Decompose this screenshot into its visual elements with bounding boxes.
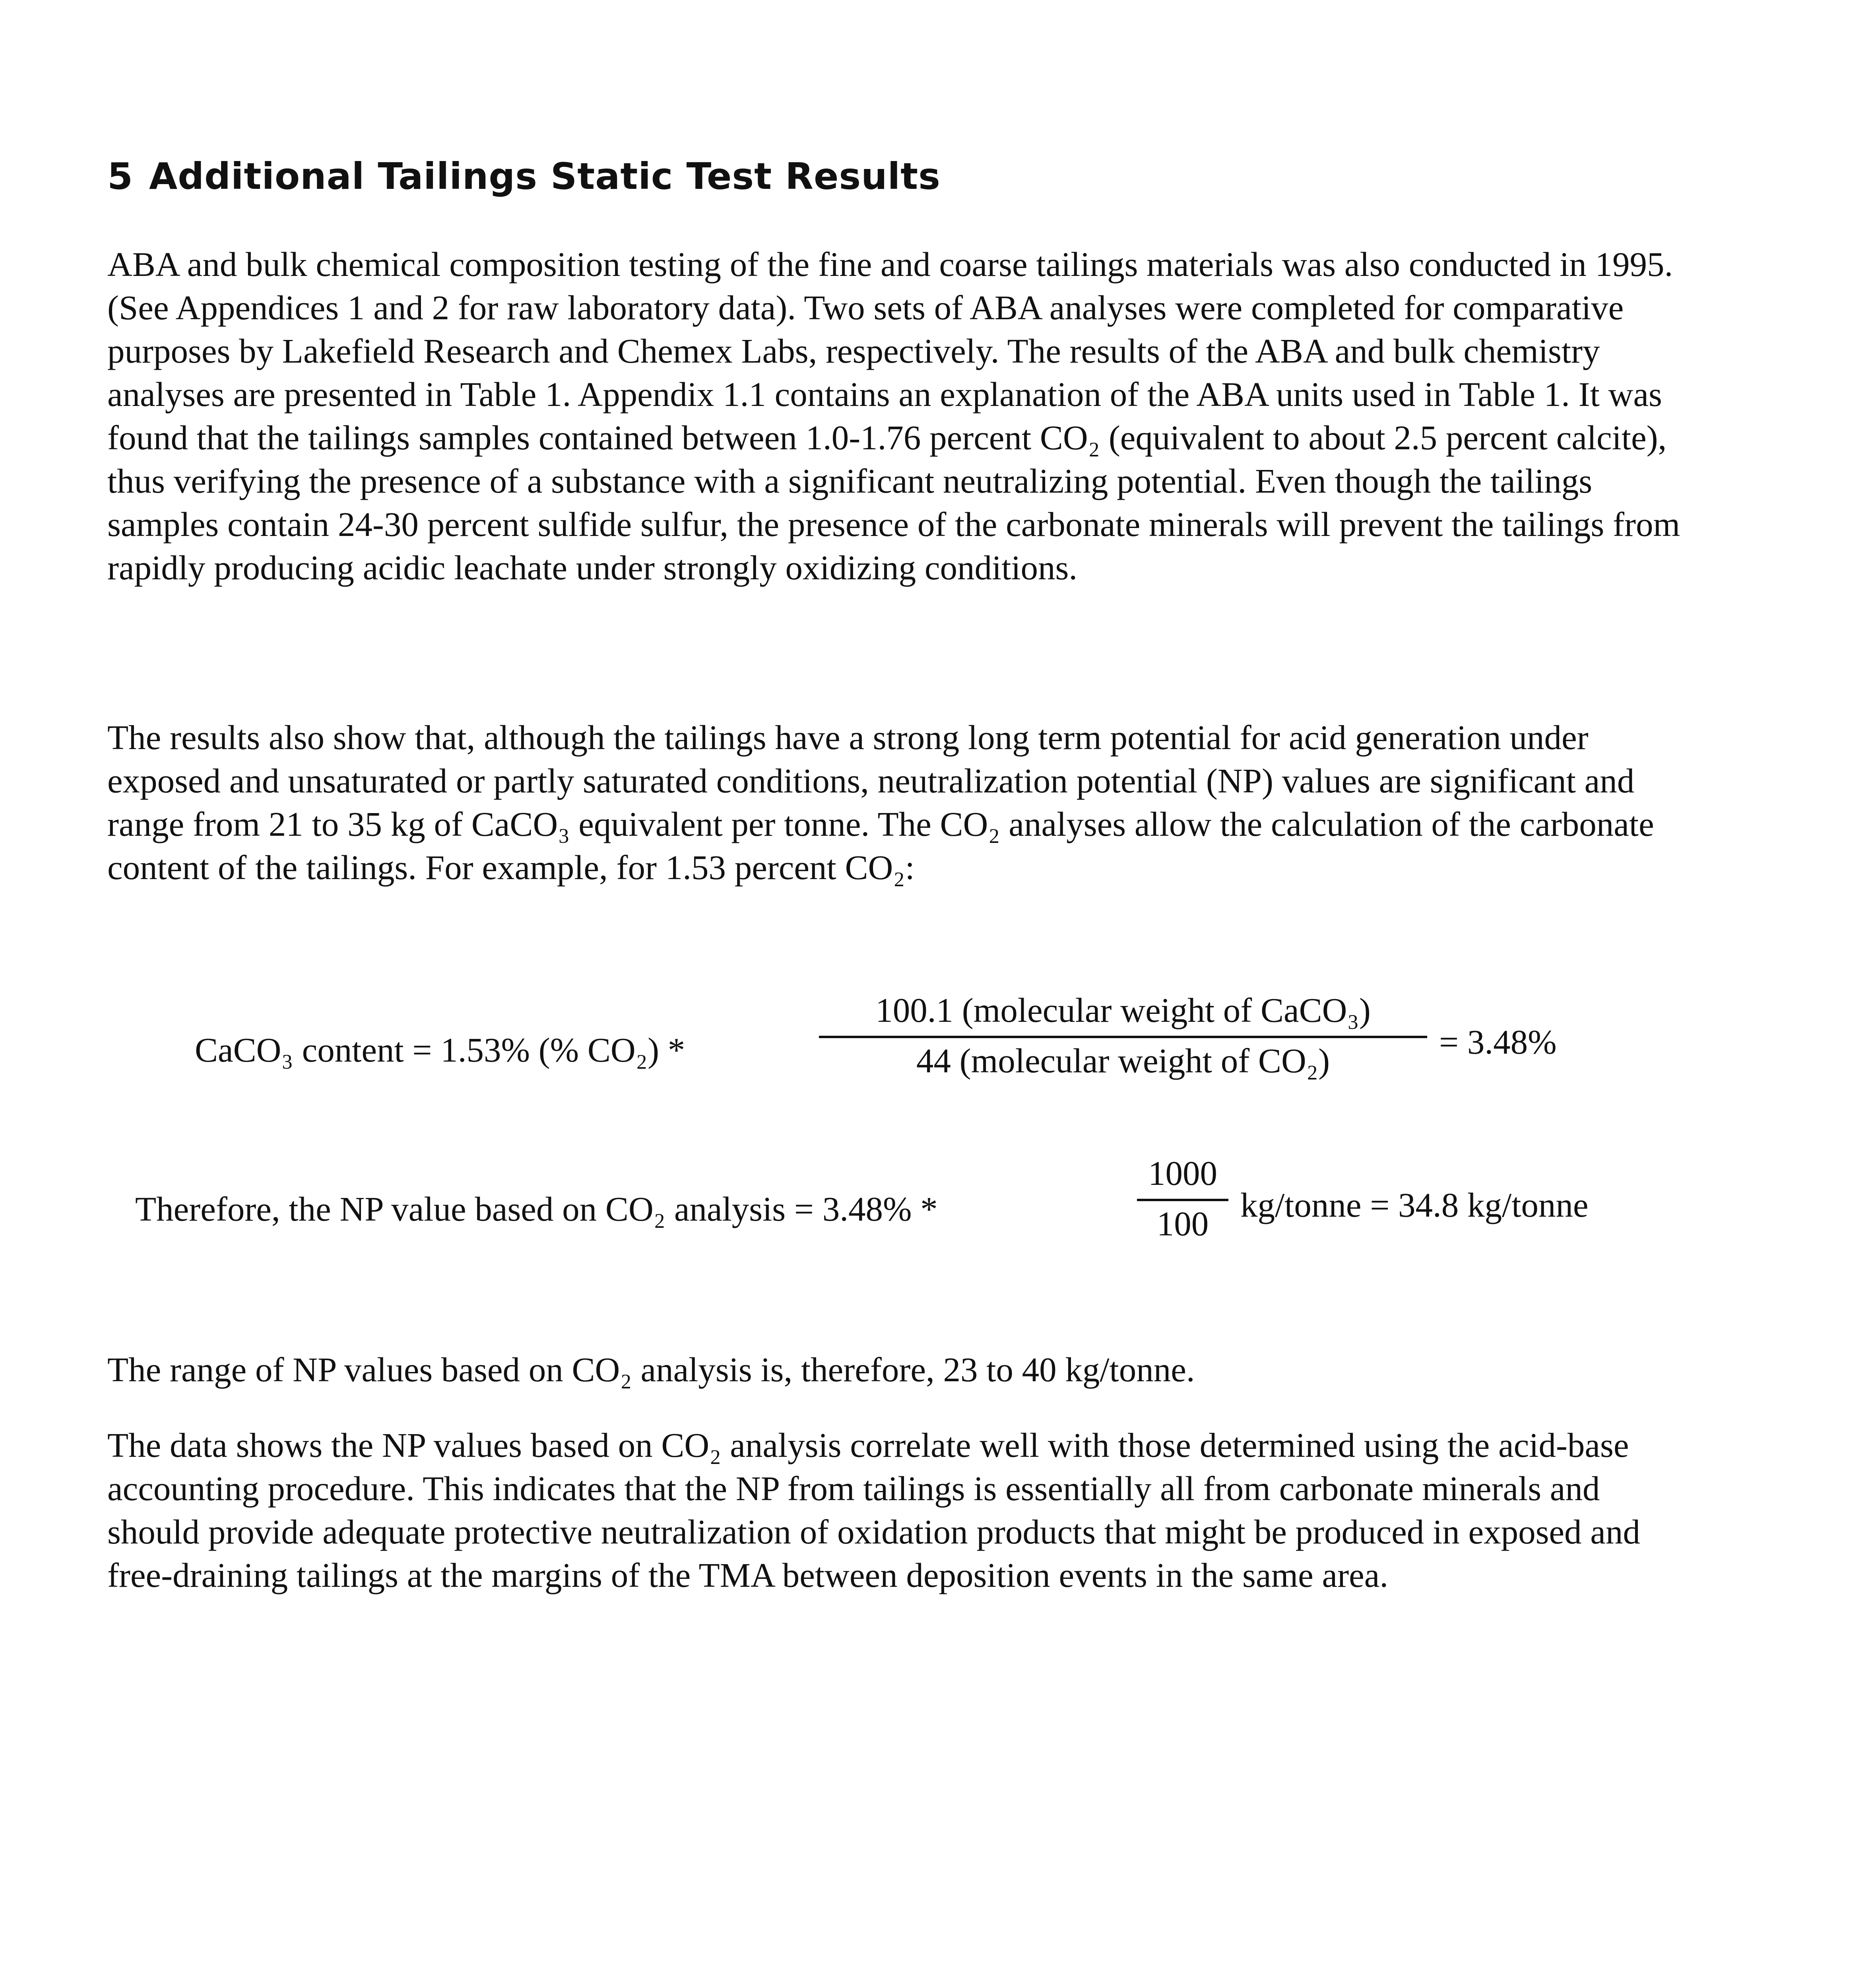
- section-number: 5: [107, 155, 134, 198]
- equation1-fraction: [819, 990, 1427, 1081]
- equation2-rhs: kg/tonne = 34.8 kg/tonne: [1240, 1186, 1589, 1224]
- equation2-fraction: [1137, 1153, 1228, 1244]
- equation1-fraction-bar: [819, 1036, 1427, 1038]
- section-title: Additional Tailings Static Test Results: [149, 155, 941, 198]
- paragraph-aba-testing: ABA and bulk chemical composition testing of the fine and coarse tailings materials was also conducted in 1995. (See Appendices 1 and 2 for raw laboratory data). Two sets of ABA analyses were completed for comparative purposes by Lakefield Research and Chemex Labs, respectively. The results of the ABA and bulk chemistry analyses are presented in Table 1. Appendix 1.1 contains an explanation of the ABA units used in Table 1. It was found that the tailings samples contained between 1.0-1.76 percent CO₂ (equivalent to about 2.5 percent calcite), thus verifying the presence of a substance with a significant neutralizing potential. Even though the tailings samples contain 24-30 percent sulfide sulfur, the presence of the carbonate minerals will prevent the tailings from rapidly producing acidic leachate under strongly oxidizing conditions.: [107, 245, 1680, 587]
- equation1-denominator: 44 (molecular weight of CO₂): [916, 1041, 1330, 1080]
- equation1-numerator: 100.1 (molecular weight of CaCO₃): [875, 991, 1371, 1029]
- equation2-lhs: Therefore, the NP value based on CO₂ analysis = 3.48% *: [135, 1190, 938, 1228]
- equation2-numerator: 1000: [1148, 1154, 1217, 1192]
- equation1-lhs: CaCO₃ content = 1.53% (% CO₂) *: [195, 1031, 685, 1069]
- section-heading: [107, 155, 941, 198]
- paragraph-np-correlation: The data shows the NP values based on CO₂ analysis correlate well with those determined using the acid-base accounting procedure. This indicates that the NP from tailings is essentially all from carbonate minerals and should provide adequate protective neutralization of oxidation products that might be produced in exposed and free-draining tailings at the margins of the TMA between deposition events in the same area.: [107, 1426, 1640, 1594]
- equation2-denominator: 100: [1156, 1204, 1209, 1243]
- equation1-result: = 3.48%: [1439, 1023, 1557, 1061]
- paragraph-np-results: The results also show that, although the tailings have a strong long term potential for acid generation under exposed and unsaturated or partly saturated conditions, neutralization potential (NP) values are significant and range from 21 to 35 kg of CaCO₃ equivalent per tonne. The CO₂ analyses allow the calculation of the carbonate content of the tailings. For example, for 1.53 percent CO₂:: [107, 718, 1654, 887]
- equation2-fraction-bar: [1137, 1199, 1228, 1201]
- paragraph-np-range: The range of NP values based on CO₂ analysis is, therefore, 23 to 40 kg/tonne.: [107, 1350, 1195, 1389]
